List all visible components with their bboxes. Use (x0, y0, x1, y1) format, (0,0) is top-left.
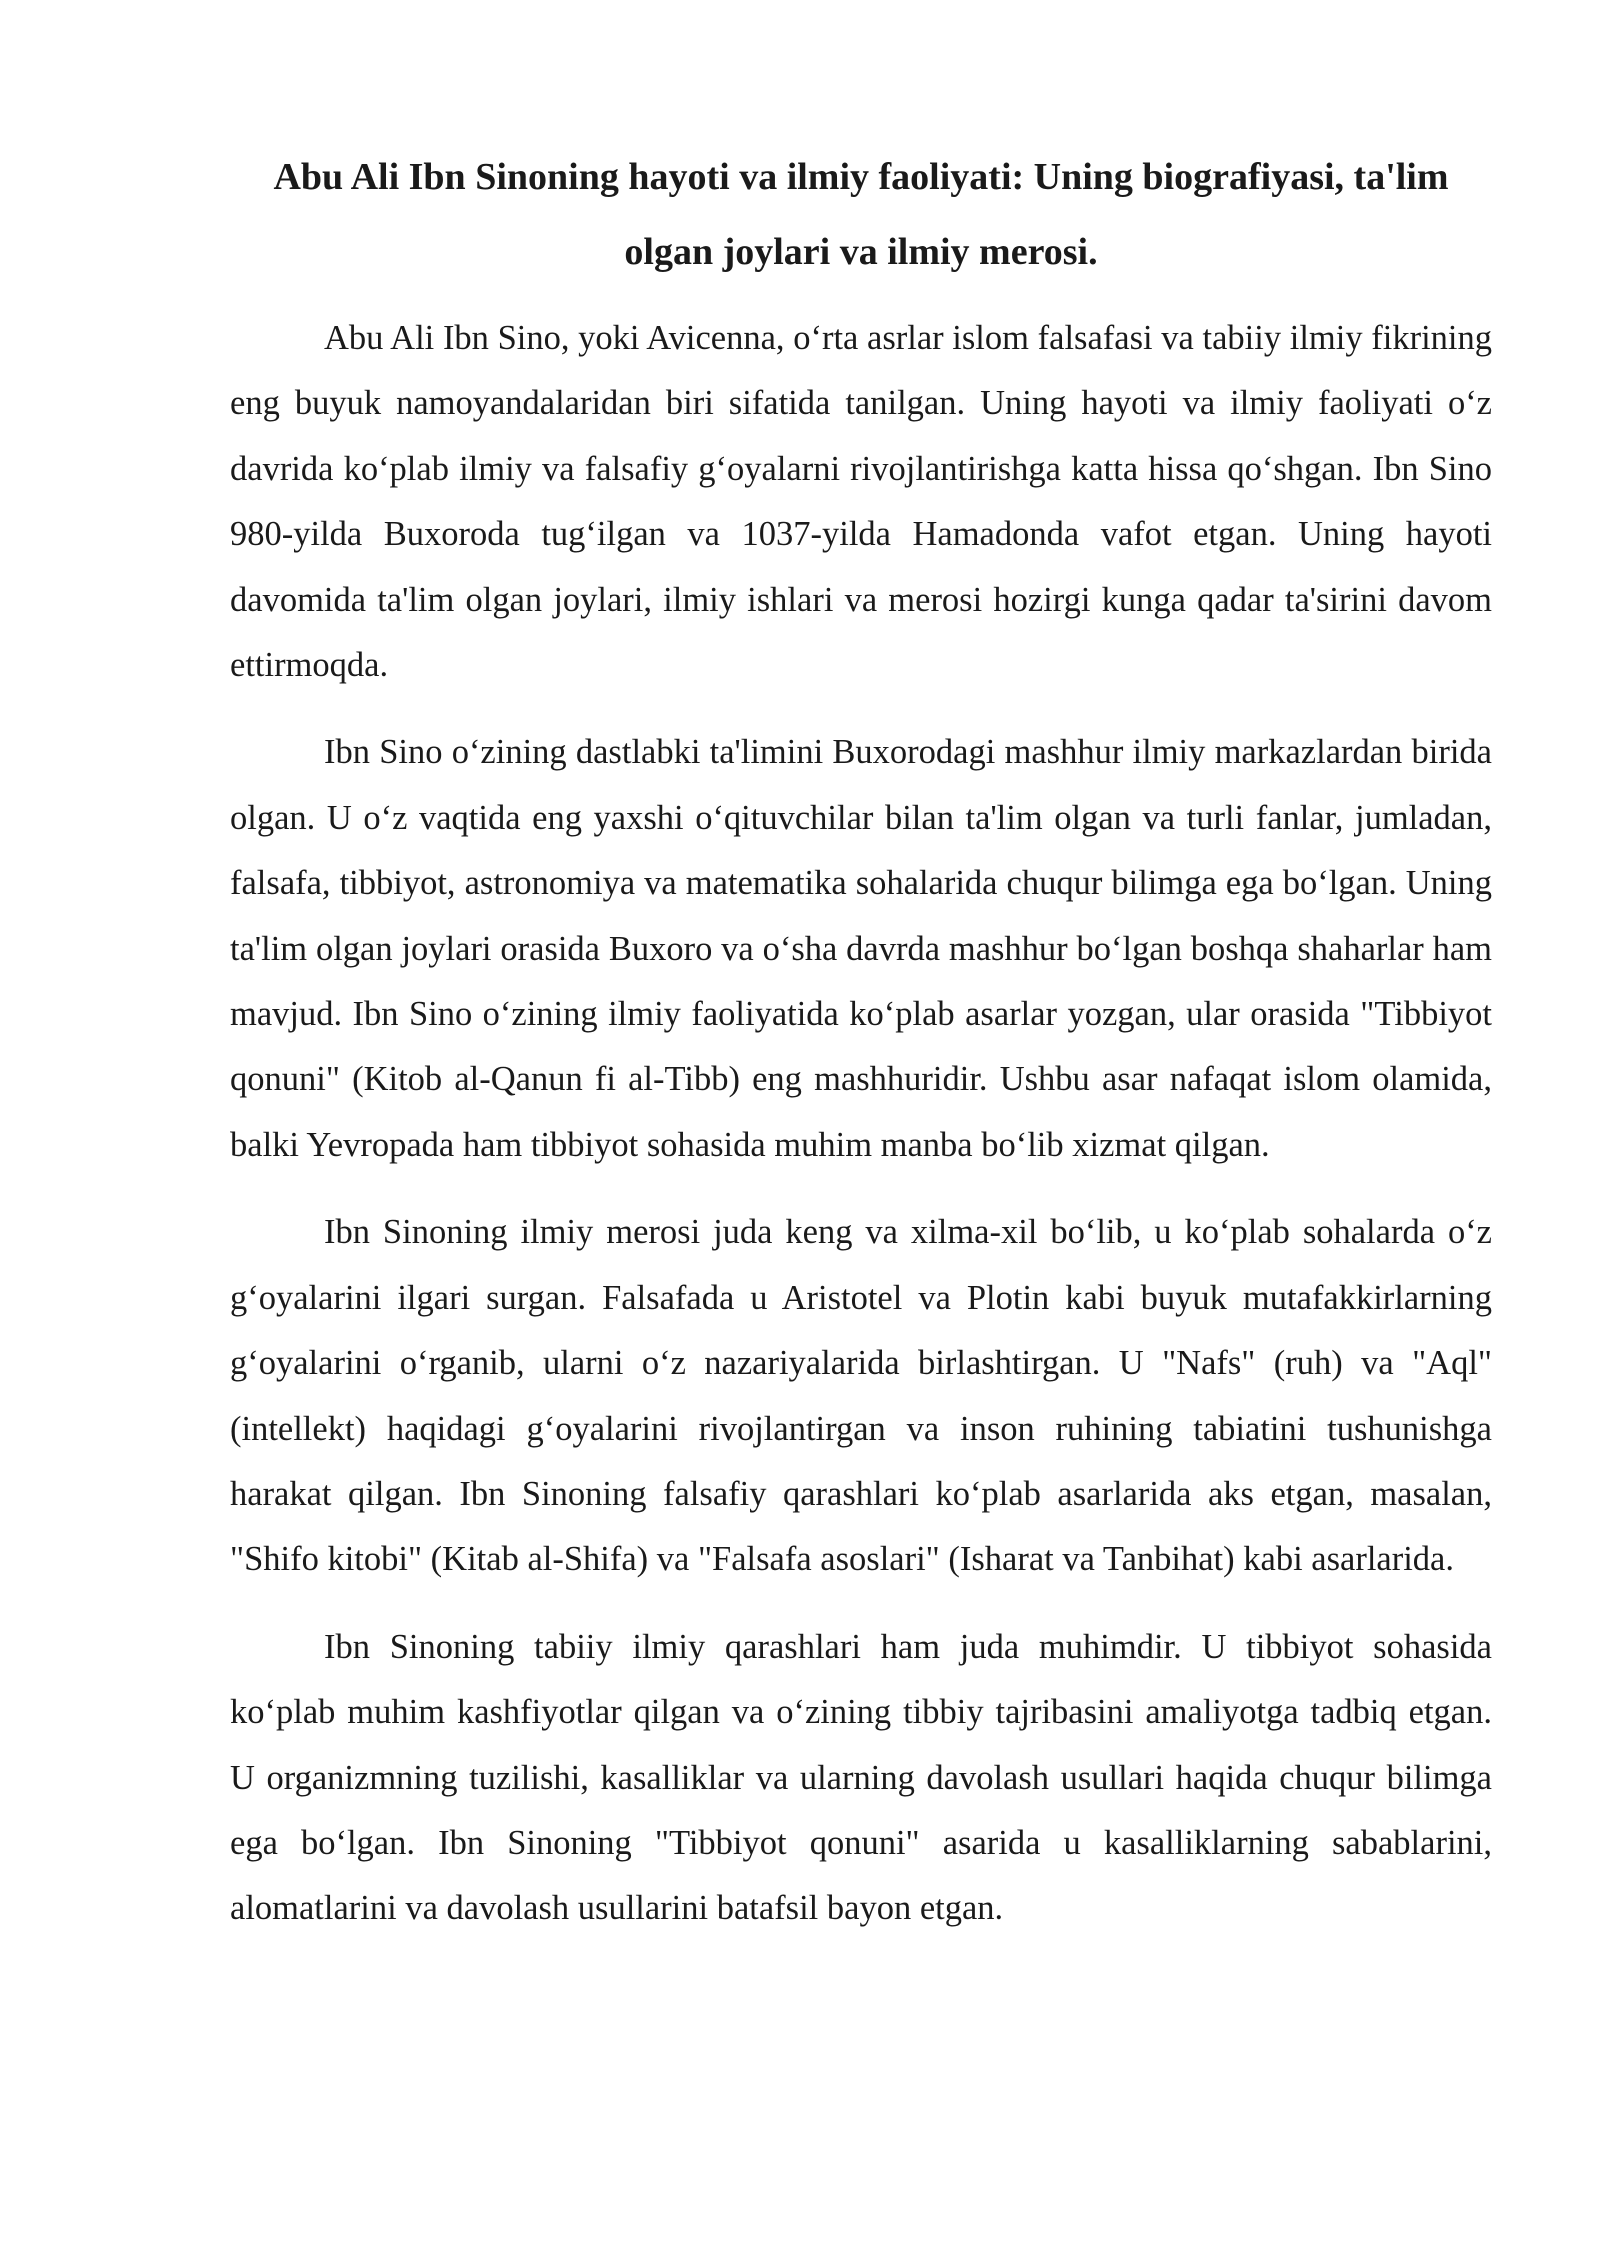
paragraph-4: Ibn Sinoning tabiiy ilmiy qarashlari ham juda muhimdir. U tibbiyot sohasida ko‘plab muhim kashfiyotlar qilgan va o‘zining tibbiy tajribasini amaliyotga tadbiq etgan. U organizmning tuzilishi, kasalliklar va ularning davolash usullari haqida chuqur bilimga ega bo‘lgan. Ibn Sinoning "Tibbiyot qonuni" asarida u kasalliklarning sabablarini, alomatlarini va davolash usullarini batafsil bayon etgan. (230, 1627, 1492, 1928)
document-title: Abu Ali Ibn Sinoning hayoti va ilmiy faoliyati: Uning biografiyasi, ta'lim olgan joylari va ilmiy merosi. (273, 156, 1449, 273)
paragraph-2: Ibn Sino o‘zining dastlabki ta'limini Buxorodagi mashhur ilmiy markazlardan birida olgan. U o‘z vaqtida eng yaxshi o‘qituvchilar bilan ta'lim olgan va turli fanlar, jumladan, falsafa, tibbiyot, astronomiya va matematika sohalarida chuqur bilimga ega bo‘lgan. Uning ta'lim olgan joylari orasida Buxoro va o‘sha davrda mashhur bo‘lgan boshqa shaharlar ham mavjud. Ibn Sino o‘zining ilmiy faoliyatida ko‘plab asarlar yozgan, ular orasida "Tibbiyot qonuni" (Kitob al-Qanun fi al-Tibb) eng mashhuridir. Ushbu asar nafaqat islom olamida, balki Yevropada ham tibbiyot sohasida muhim manba bo‘lib xizmat qilgan. (230, 733, 1492, 1164)
document-body (230, 140, 1492, 1964)
paragraph-3: Ibn Sinoning ilmiy merosi juda keng va xilma-xil bo‘lib, u ko‘plab sohalarda o‘z g‘oyalarini ilgari surgan. Falsafada u Aristotel va Plotin kabi buyuk mutafakkirlarning g‘oyalarini o‘rganib, ularni o‘z nazariyalarida birlashtirgan. U "Nafs" (ruh) va "Aql" (intellekt) haqidagi g‘oyalarini rivojlantirgan va inson ruhining tabiatini tushunishga harakat qilgan. Ibn Sinoning falsafiy qarashlari ko‘plab asarlarida aks etgan, masalan, "Shifo kitobi" (Kitab al-Shifa) va "Falsafa asoslari" (Isharat va Tanbihat) kabi asarlarida. (230, 1213, 1492, 1579)
paragraph-1: Abu Ali Ibn Sino, yoki Avicenna, o‘rta asrlar islom falsafasi va tabiiy ilmiy fikrining eng buyuk namoyandalaridan biri sifatida tanilgan. Uning hayoti va ilmiy faoliyati o‘z davrida ko‘plab ilmiy va falsafiy g‘oyalarni rivojlantirishga katta hissa qo‘shgan. Ibn Sino 980-yilda Buxoroda tug‘ilgan va 1037-yilda Hamadonda vafot etgan. Uning hayoti davomida ta'lim olgan joylari, ilmiy ishlari va merosi hozirgi kunga qadar ta'sirini davom ettirmoqda. (230, 319, 1492, 685)
